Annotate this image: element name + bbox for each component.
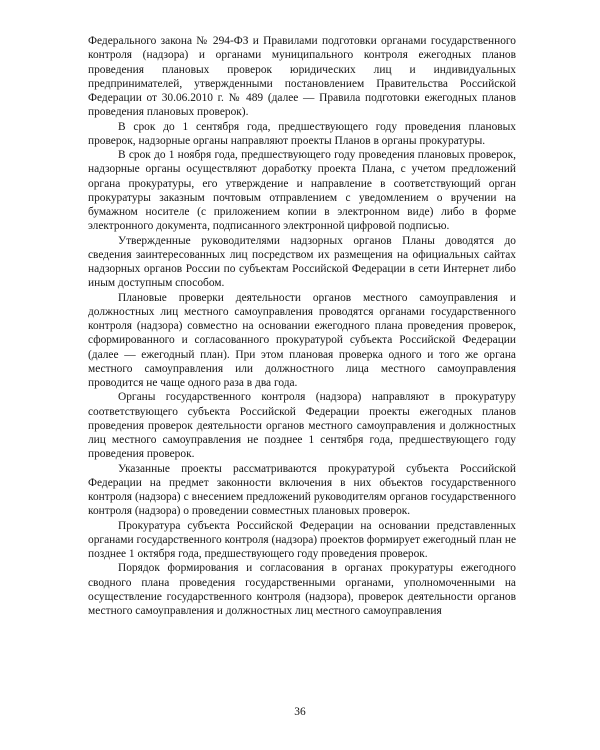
paragraph: Федерального закона № 294-ФЗ и Правилами подготовки органами государственного контроля (надзора) и органами муниципального контроля ежегодных планов проведения плановых проверок юридических лиц и индивидуальных предпринимателей, утвержденными постановлением Правительства Российской Федерации от 30.06.2010 г. № 489 (далее — Правила подготовки ежегодных планов проведения плановых проверок). — [88, 35, 516, 119]
paragraph: Порядок формирования и согласования в органах прокуратуры ежегодного сводного плана проведения государственными органами, уполномоченными на осуществление государственного контроля (надзора), проверок деятельности органов местного самоуправления и должностных лиц местного самоуправления — [88, 562, 516, 617]
page-body — [88, 34, 516, 618]
paragraph: Плановые проверки деятельности органов местного самоуправления и должностных лиц местного самоуправления проводятся органами государственного контроля (надзора) совместно на основании ежегодного плана проведения проверок, сформированного и согласованного прокуратурой субъекта Российской Федерации (далее — ежегодный план). При этом плановая проверка одного и того же органа местного самоуправления или должностного лица местного самоуправления проводится не чаще одного раза в два года. — [88, 291, 516, 389]
paragraph: Органы государственного контроля (надзора) направляют в прокуратуру соответствующего субъекта Российской Федерации проекты ежегодных планов проведения проверок деятельности органов местного самоуправления и должностных лиц местного самоуправления не позднее 1 сентября года, предшествующего году проведения проверок. — [88, 391, 516, 461]
paragraph: Утвержденные руководителями надзорных органов Планы доводятся до сведения заинтересованных лиц посредством их размещения на официальных сайтах надзорных органов России по субъектам Российской Федерации в сети Интернет либо иным доступным способом. — [88, 234, 516, 290]
paragraph: Указанные проекты рассматриваются прокуратурой субъекта Российской Федерации на предмет законности включения в них объектов государственного контроля (надзора) с внесением предложений руководителям органов государственного контроля (надзора) о проведении совместных плановых проверок. — [88, 462, 516, 518]
paragraph: В срок до 1 ноября года, предшествующего году проведения плановых проверок, надзорные органы осуществляют доработку проекта Плана, с учетом предложений органа прокуратуры, его утверждение и направление в соответствующий орган прокуратуры заказным почтовым отправлением с уведомлением о вручении на бумажном носителе (с приложением копии в электронном виде) либо в форме электронного документа, подписанного электронной цифровой подписью. — [88, 149, 516, 233]
page-number: 36 — [294, 706, 306, 718]
paragraph: В срок до 1 сентября года, предшествующего году проведения плановых проверок, надзорные органы направляют проекты Планов в органы прокуратуры. — [88, 120, 516, 147]
paragraph: Прокуратура субъекта Российской Федерации на основании представленных органами государственного контроля (надзора) проектов формирует ежегодный план не позднее 1 октября года, предшествующего году проведения проверок. — [88, 519, 516, 560]
